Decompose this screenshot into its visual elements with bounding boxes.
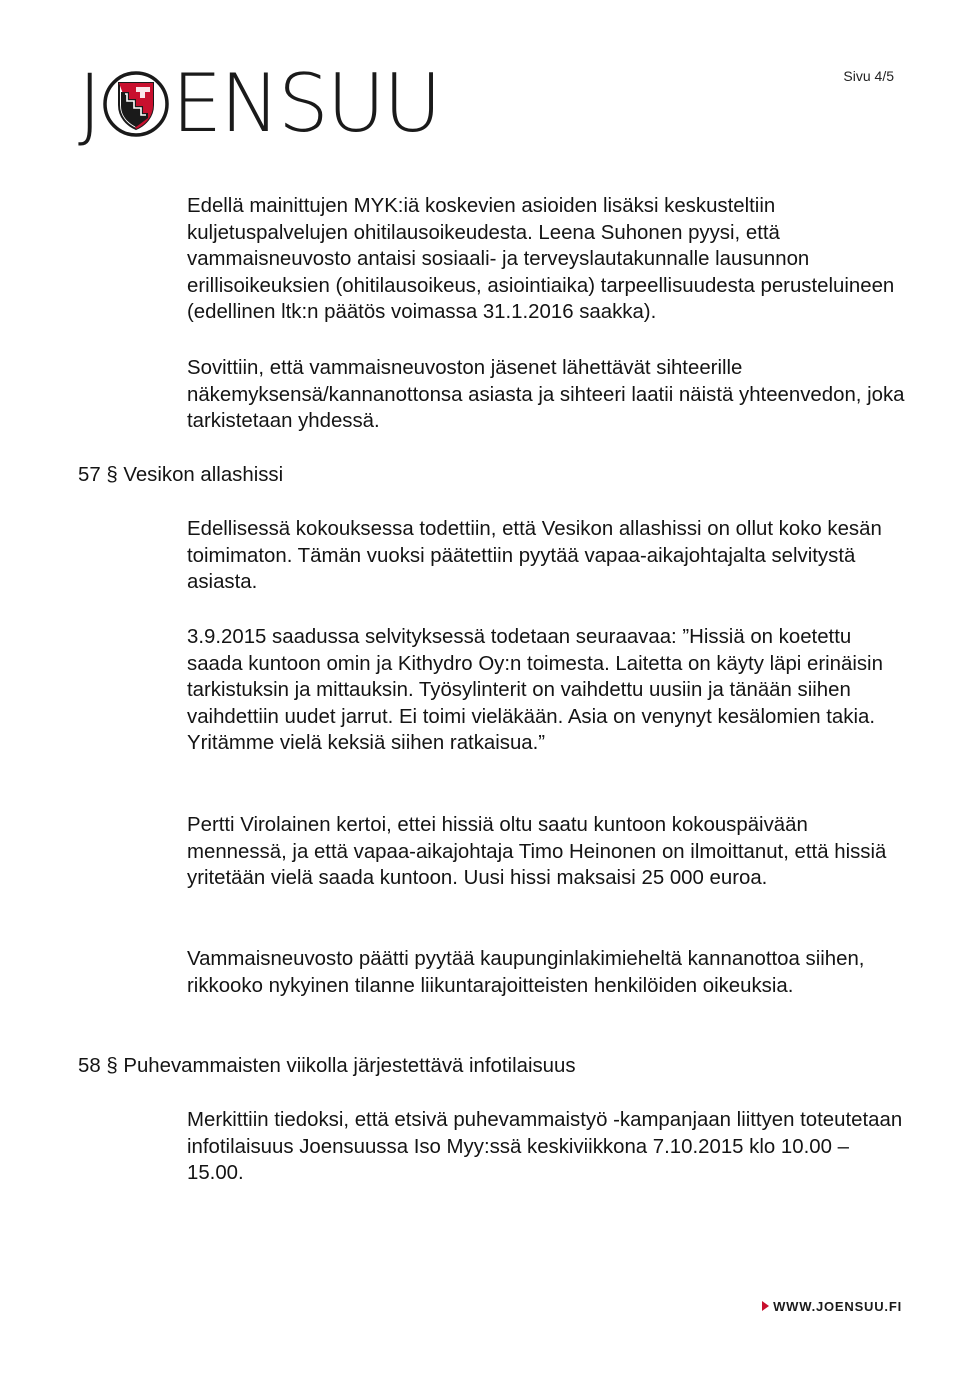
section-57-paragraph-1: Edellisessä kokouksessa todettiin, että Vesikon allashissi on ollut koko kesän toimimaton. Tämän vuoksi päätettiin pyytää vapaa-aikajohtajalta selvitystä asiasta. (187, 518, 882, 593)
section-58-heading: 58 § Puhevammaisten viikolla järjestettävä infotilaisuus (78, 1055, 576, 1077)
section-58-paragraph-1: Merkittiin tiedoksi, että etsivä puhevammaistyö -kampanjaan liittyen toteutetaan infotilaisuus Joensuussa Iso Myy:ssä keskiviikkona 7.10.2015 klo 10.00 – 15.00. (187, 1109, 903, 1184)
logo-letter-j: J (78, 57, 100, 150)
triangle-bullet-icon (762, 1301, 769, 1311)
section-57-heading: 57 § Vesikon allashissi (78, 464, 284, 486)
logo-wordmark: ENSUU (171, 57, 440, 150)
footer-url[interactable] (762, 1299, 902, 1314)
joensuu-coat-of-arms-icon (102, 70, 170, 138)
footer-url-text: WWW.JOENSUU.FI (773, 1299, 902, 1314)
intro-paragraph-1: Edellä mainittujen MYK:iä koskevien asioiden lisäksi keskusteltiin kuljetuspalvelujen ohitilausoikeudesta. Leena Suhonen pyysi, että vammaisneuvosto antaisi sosiaali- ja terveyslautakunnalle lausunnon erillisoikeuksien (ohitilausoikeus, asiointiaika) tarpeellisuudesta perusteluineen (edellinen ltk:n päätös voimassa 31.1.2016 saakka). (187, 195, 895, 323)
section-57-paragraph-4: Vammaisneuvosto päätti pyytää kaupunginlakimieheltä kannanottoa siihen, rikkooko nykyinen tilanne liikuntarajoitteisten henkilöiden oikeuksia. (187, 948, 865, 997)
page-number: Sivu 4/5 (843, 68, 894, 84)
section-57-paragraph-2: 3.9.2015 saadussa selvityksessä todetaan seuraavaa: ”Hissiä on koetettu saada kuntoon omin ja Kithydro Oy:n toimesta. Laitetta on käyty läpi erinäisin tarkistuksin ja mittauksin. Työsylinterit on vaihdettu uusiin ja tänään siihen vaihdettiin uudet jarrut. Ei toimi vieläkään. Asia on venynyt kesälomien takia. Yritämme vielä keksiä siihen ratkaisua.” (187, 626, 883, 754)
section-57-paragraph-3: Pertti Virolainen kertoi, ettei hissiä oltu saatu kuntoon kokouspäivään mennessä, ja että vapaa-aikajohtaja Timo Heinonen on ilmoittanut, että hissiä yritetään vielä saada kuntoon. Uusi hissi maksaisi 25 000 euroa. (187, 814, 887, 889)
intro-paragraph-2: Sovittiin, että vammaisneuvoston jäsenet lähettävät sihteerille näkemyksensä/kannanottonsa asiasta ja sihteeri laatii näistä yhteenvedon, joka tarkistetaan yhdessä. (187, 357, 905, 432)
